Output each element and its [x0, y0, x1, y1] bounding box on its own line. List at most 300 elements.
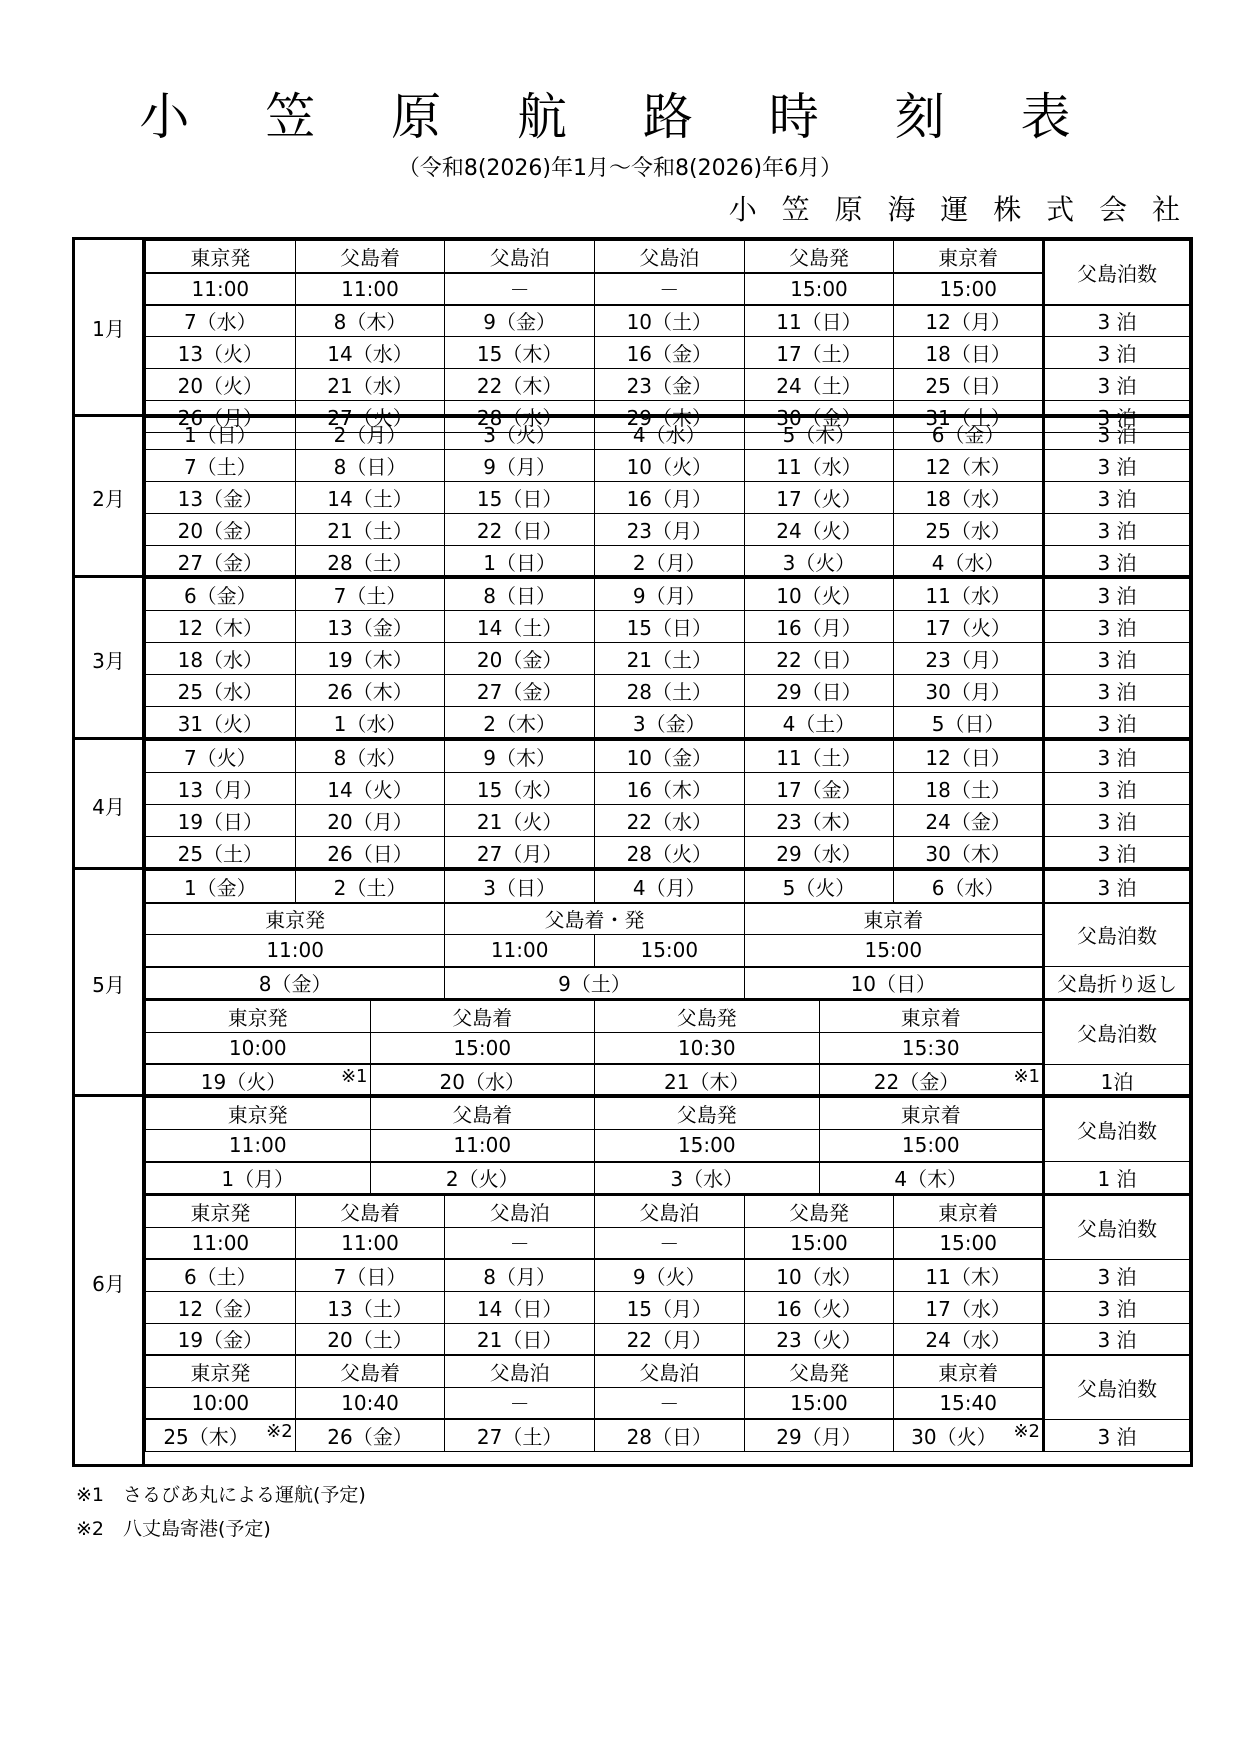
nights-cell: 3 泊 [1044, 337, 1190, 369]
time-cell: 15:00 [595, 1130, 820, 1162]
time-row [146, 1032, 1190, 1064]
nights-cell: 3 泊 [1044, 401, 1190, 433]
time-cell: 15:00 [744, 935, 1043, 967]
time-row [146, 1387, 1190, 1419]
schedule-row [146, 1259, 1190, 1291]
date-cell: 4（水） [894, 546, 1044, 578]
time-cell: 11:00 [146, 273, 296, 305]
schedule-table [145, 870, 1190, 999]
nights-cell: 1 泊 [1044, 1162, 1190, 1194]
nights-cell: 3 泊 [1044, 450, 1190, 482]
time-cell: 10:00 [146, 1387, 296, 1419]
time-cell: 15:00 [894, 1227, 1044, 1259]
time-cell: 15:00 [894, 273, 1044, 305]
schedule-row [146, 514, 1190, 546]
date-cell: 2（火） [370, 1162, 595, 1194]
time-cell: 11:00 [146, 1227, 296, 1259]
date-cell: 27（金） [146, 546, 296, 578]
date-cell: 8（金） [146, 967, 445, 999]
col-header-tokyo-dep: 東京発 [146, 1355, 296, 1387]
date-cell: 28（火） [594, 837, 744, 869]
schedule-row [146, 482, 1190, 514]
schedule-row [146, 707, 1190, 739]
date-cell: 6（水） [894, 871, 1044, 903]
time-cell: 11:00 [295, 1227, 445, 1259]
date-cell: 9（土） [445, 967, 744, 999]
date-cell: 23（火） [744, 1323, 894, 1355]
date-cell: 9（火） [594, 1259, 744, 1291]
date-cell: 14（土） [445, 611, 595, 643]
schedule-table [145, 240, 1190, 433]
nights-cell: 3 泊 [1044, 1259, 1190, 1291]
nights-cell: 3 泊 [1044, 871, 1190, 903]
date-cell: 31（火） [146, 707, 296, 739]
date-cell: 5（木） [744, 418, 894, 450]
time-row [146, 1227, 1190, 1259]
schedule-row [146, 675, 1190, 707]
time-cell: 15:40 [894, 1387, 1044, 1419]
date-cell: 28（水） [445, 401, 595, 433]
col-header-chichi-stay: 父島泊 [445, 1195, 595, 1227]
col-header-chichi-arr: 父島着 [295, 241, 445, 273]
date-cell: 22（日） [744, 643, 894, 675]
date-cell: 29（日） [744, 675, 894, 707]
date-cell: 25（水） [894, 514, 1044, 546]
month-label: 4月 [75, 740, 145, 870]
date-cell: 31（土） [894, 401, 1044, 433]
nights-cell: 3 泊 [1044, 1323, 1190, 1355]
date-cell: 29（水） [744, 837, 894, 869]
nights-cell: 3 泊 [1044, 1419, 1190, 1451]
nights-cell: 3 泊 [1044, 837, 1190, 869]
date-cell: 9（木） [445, 741, 595, 773]
date-cell: ※2 30（火） [894, 1419, 1044, 1451]
date-cell: 3（火） [744, 546, 894, 578]
footnote-mark: ※1 [340, 1065, 368, 1087]
date-cell: 11（木） [894, 1259, 1044, 1291]
date-cell: 21（水） [295, 369, 445, 401]
date-cell: 2（月） [295, 418, 445, 450]
time-cell: 10:30 [595, 1032, 820, 1064]
date-cell: 22（木） [445, 369, 595, 401]
footnote-1: ※1 さるびあ丸による運航(予定) [76, 1484, 366, 1506]
date-cell: 18（水） [146, 643, 296, 675]
schedule-table [145, 740, 1190, 869]
col-header-chichi-stay: 父島泊 [594, 241, 744, 273]
date-cell: 12（日） [894, 741, 1044, 773]
date-cell: 19（金） [146, 1323, 296, 1355]
month-block-feb [75, 414, 1190, 578]
nights-cell: 3 泊 [1044, 805, 1190, 837]
date-cell: 25（水） [146, 675, 296, 707]
date-cell: 5（火） [744, 871, 894, 903]
date-cell: 23（金） [594, 369, 744, 401]
col-header-chichi-stay: 父島泊 [445, 241, 595, 273]
nights-cell: 3 泊 [1044, 707, 1190, 739]
date-cell: 20（月） [295, 805, 445, 837]
time-row [146, 273, 1190, 305]
date-cell: 15（日） [594, 611, 744, 643]
date-cell: 7（土） [146, 450, 296, 482]
nights-cell: 3 泊 [1044, 741, 1190, 773]
footnotes [76, 1478, 366, 1546]
date-cell: 24（土） [744, 369, 894, 401]
month-block-may [75, 867, 1190, 1097]
date-cell: 27（土） [445, 1419, 595, 1451]
page-title: 小 笠 原 航 路 時 刻 表 [139, 88, 1101, 146]
date-cell: 7（土） [295, 579, 445, 611]
date-cell: 11（土） [744, 741, 894, 773]
time-cell: 15:00 [744, 1227, 894, 1259]
time-cell: 15:30 [819, 1032, 1044, 1064]
timetable [72, 237, 1193, 1467]
date-cell: 20（土） [295, 1323, 445, 1355]
month-block-jun [75, 1094, 1190, 1467]
date-cell: 21（土） [295, 514, 445, 546]
footnote-2: ※2 八丈島寄港(予定) [76, 1518, 271, 1540]
col-header-nights: 父島泊数 [1044, 1195, 1190, 1259]
date-cell: 12（金） [146, 1291, 296, 1323]
schedule-row [146, 837, 1190, 869]
nights-cell: 3 泊 [1044, 369, 1190, 401]
date-cell: 17（水） [894, 1291, 1044, 1323]
date-cell: 27（火） [295, 401, 445, 433]
time-cell: － [594, 1387, 744, 1419]
col-header-tokyo-arr: 東京着 [894, 1195, 1044, 1227]
schedule-row [146, 1419, 1190, 1451]
date-cell: 4（土） [744, 707, 894, 739]
date-cell: 21（土） [594, 643, 744, 675]
nights-cell: 3 泊 [1044, 1291, 1190, 1323]
turnaround-cell: 父島折り返し [1044, 967, 1190, 999]
schedule-table-special [145, 999, 1190, 1097]
schedule-row [146, 1291, 1190, 1323]
date-cell: 26（月） [146, 401, 296, 433]
date-cell: 20（火） [146, 369, 296, 401]
date-cell: 25（土） [146, 837, 296, 869]
date-cell: 16（火） [744, 1291, 894, 1323]
time-cell: 11:00 [295, 273, 445, 305]
col-header-tokyo-dep: 東京発 [146, 903, 445, 935]
time-cell: 15:00 [744, 1387, 894, 1419]
date-cell: 9（金） [445, 305, 595, 337]
col-header-chichi-stay: 父島泊 [445, 1355, 595, 1387]
month-label: 6月 [75, 1097, 145, 1467]
footnote-mark: ※2 [1013, 1420, 1040, 1442]
date-cell: 4（木） [819, 1162, 1044, 1194]
col-header-nights: 父島泊数 [1044, 1355, 1190, 1419]
date-cell: 9（月） [594, 579, 744, 611]
month-block-mar [75, 575, 1190, 740]
date-cell: 3（金） [594, 707, 744, 739]
date-cell: 24（水） [894, 1323, 1044, 1355]
date-cell: 1（水） [295, 707, 445, 739]
date-cell: 12（木） [146, 611, 296, 643]
date-cell: 13（金） [146, 482, 296, 514]
date-cell: 4（月） [594, 871, 744, 903]
time-cell: － [445, 1387, 595, 1419]
date-cell: 4（水） [594, 418, 744, 450]
nights-cell: 3 泊 [1044, 643, 1190, 675]
col-header-chichi-arr: 父島着 [295, 1195, 445, 1227]
date-cell: 17（火） [744, 482, 894, 514]
date-cell: ※2 25（木） [146, 1419, 296, 1451]
date-cell: 10（火） [744, 579, 894, 611]
date-cell: 17（火） [894, 611, 1044, 643]
schedule-row [146, 369, 1190, 401]
date-cell: 22（日） [445, 514, 595, 546]
time-cell: 15:00 [370, 1032, 595, 1064]
date-cell: 24（金） [894, 805, 1044, 837]
time-row [146, 935, 1190, 967]
date-cell: 14（日） [445, 1291, 595, 1323]
date-cell: 22（水） [594, 805, 744, 837]
date-cell: 29（月） [744, 1419, 894, 1451]
schedule-table-a [145, 1097, 1190, 1194]
date-cell: 7（水） [146, 305, 296, 337]
date-cell: 18（日） [894, 337, 1044, 369]
month-block-apr [75, 737, 1190, 870]
col-header-chichi-arr: 父島着 [370, 1000, 595, 1032]
footnote-mark: ※1 [1013, 1065, 1040, 1087]
col-header-chichi-stay: 父島泊 [594, 1355, 744, 1387]
time-cell: 15:00 [744, 273, 894, 305]
date-cell: 11（水） [894, 579, 1044, 611]
date-cell: 23（月） [894, 643, 1044, 675]
nights-cell: 3 泊 [1044, 675, 1190, 707]
date-cell: 11（水） [744, 450, 894, 482]
company-name: 小 笠 原 海 運 株 式 会 社 [728, 193, 1188, 226]
nights-cell: 3 泊 [1044, 514, 1190, 546]
date-cell: 15（水） [445, 773, 595, 805]
date-cell: 26（金） [295, 1419, 445, 1451]
col-header-chichi-dep: 父島発 [595, 1098, 820, 1130]
month-label: 2月 [75, 417, 145, 578]
date-cell: 17（土） [744, 337, 894, 369]
schedule-row [146, 579, 1190, 611]
schedule-row [146, 1162, 1190, 1194]
time-cell: － [594, 1227, 744, 1259]
schedule-row [146, 1323, 1190, 1355]
date-cell: 19（木） [295, 643, 445, 675]
date-cell: 7（火） [146, 741, 296, 773]
date-cell: 26（日） [295, 837, 445, 869]
nights-cell: 1泊 [1044, 1064, 1190, 1096]
time-cell: － [594, 273, 744, 305]
nights-cell: 3 泊 [1044, 773, 1190, 805]
schedule-row [146, 418, 1190, 450]
date-cell: 15（月） [594, 1291, 744, 1323]
col-header-tokyo-arr: 東京着 [894, 1355, 1044, 1387]
date-cell: 2（土） [295, 871, 445, 903]
date-cell: 13（月） [146, 773, 296, 805]
date-cell: 14（火） [295, 773, 445, 805]
schedule-row [146, 741, 1190, 773]
col-header-chichi-dep: 父島発 [595, 1000, 820, 1032]
col-header-chichi-dep: 父島発 [744, 241, 894, 273]
date-cell: 13（金） [295, 611, 445, 643]
date-cell: 19（日） [146, 805, 296, 837]
date-cell: 23（木） [744, 805, 894, 837]
schedule-row [146, 337, 1190, 369]
date-cell: 1（月） [146, 1162, 371, 1194]
date-cell: 16（月） [594, 482, 744, 514]
date-cell: 6（金） [894, 418, 1044, 450]
date-cell: 12（月） [894, 305, 1044, 337]
col-header-chichi-dep: 父島発 [744, 1355, 894, 1387]
time-cell: 11:00 [445, 935, 595, 967]
date-cell: 6（土） [146, 1259, 296, 1291]
nights-cell: 3 泊 [1044, 305, 1190, 337]
date-cell: 20（金） [146, 514, 296, 546]
col-header-nights: 父島泊数 [1044, 1098, 1190, 1162]
nights-cell: 3 泊 [1044, 482, 1190, 514]
date-cell: 18（水） [894, 482, 1044, 514]
date-cell: 30（金） [744, 401, 894, 433]
time-cell: － [445, 273, 595, 305]
col-header-chichi-stay: 父島泊 [594, 1195, 744, 1227]
time-cell: 11:00 [146, 935, 445, 967]
month-block-jan [75, 240, 1190, 430]
schedule-table [145, 578, 1190, 739]
date-cell: 23（月） [594, 514, 744, 546]
date-cell: 26（木） [295, 675, 445, 707]
date-cell: 8（日） [295, 450, 445, 482]
time-cell: － [445, 1227, 595, 1259]
col-header-tokyo-arr: 東京着 [819, 1098, 1044, 1130]
date-cell: 18（土） [894, 773, 1044, 805]
month-label: 1月 [75, 240, 145, 414]
date-cell: 14（水） [295, 337, 445, 369]
date-cell: 12（木） [894, 450, 1044, 482]
col-header-tokyo-dep: 東京発 [146, 1098, 371, 1130]
schedule-row [146, 611, 1190, 643]
time-cell: 15:00 [819, 1130, 1044, 1162]
schedule-row [146, 805, 1190, 837]
date-cell: 8（日） [445, 579, 595, 611]
date-cell: 15（木） [445, 337, 595, 369]
date-cell: 28（土） [594, 675, 744, 707]
period-subtitle: （令和8(2026)年1月～令和8(2026)年6月） [397, 156, 843, 181]
date-cell: 20（水） [370, 1064, 595, 1096]
time-cell: 11:00 [370, 1130, 595, 1162]
schedule-row-turnaround [146, 967, 1190, 999]
date-cell: 5（日） [894, 707, 1044, 739]
nights-cell: 3 泊 [1044, 546, 1190, 578]
date-cell: 27（金） [445, 675, 595, 707]
col-header-tokyo-dep: 東京発 [146, 1000, 371, 1032]
schedule-row [146, 773, 1190, 805]
footnote-mark: ※2 [266, 1420, 293, 1442]
date-cell: 7（日） [295, 1259, 445, 1291]
schedule-row [146, 871, 1190, 903]
date-cell: ※1 19（火） [146, 1064, 371, 1096]
month-label: 3月 [75, 578, 145, 740]
date-cell: 28（土） [295, 546, 445, 578]
col-header-chichi-dep: 父島発 [744, 1195, 894, 1227]
time-cell: 15:00 [594, 935, 744, 967]
date-cell: 14（土） [295, 482, 445, 514]
nights-cell: 3 泊 [1044, 611, 1190, 643]
date-cell: 10（金） [594, 741, 744, 773]
schedule-table-b [145, 1194, 1190, 1452]
date-cell: 1（金） [146, 871, 296, 903]
date-cell: 20（金） [445, 643, 595, 675]
col-header-nights: 父島泊数 [1044, 1000, 1190, 1064]
schedule-row [146, 450, 1190, 482]
date-cell: 2（木） [445, 707, 595, 739]
date-cell: ※1 22（金） [819, 1064, 1044, 1096]
col-header-tokyo-dep: 東京発 [146, 241, 296, 273]
date-cell: 15（日） [445, 482, 595, 514]
time-row [146, 1130, 1190, 1162]
date-cell: 13（火） [146, 337, 296, 369]
date-cell: 27（月） [445, 837, 595, 869]
date-cell: 10（火） [594, 450, 744, 482]
col-header-chichi-arr: 父島着 [295, 1355, 445, 1387]
date-cell: 8（月） [445, 1259, 595, 1291]
schedule-row [146, 546, 1190, 578]
date-cell: 1（日） [146, 418, 296, 450]
date-cell: 8（木） [295, 305, 445, 337]
col-header-nights: 父島泊数 [1044, 241, 1190, 305]
date-cell: 21（木） [595, 1064, 820, 1096]
col-header-tokyo-arr: 東京着 [819, 1000, 1044, 1032]
date-cell: 21（火） [445, 805, 595, 837]
nights-cell: 3 泊 [1044, 579, 1190, 611]
date-cell: 13（土） [295, 1291, 445, 1323]
date-cell: 8（水） [295, 741, 445, 773]
date-cell: 3（日） [445, 871, 595, 903]
date-cell: 10（土） [594, 305, 744, 337]
col-header-chichi-arr-dep: 父島着・発 [445, 903, 744, 935]
col-header-tokyo-dep: 東京発 [146, 1195, 296, 1227]
time-cell: 11:00 [146, 1130, 371, 1162]
col-header-nights: 父島泊数 [1044, 903, 1190, 967]
date-cell: 2（月） [594, 546, 744, 578]
date-cell: 11（日） [744, 305, 894, 337]
date-cell: 25（日） [894, 369, 1044, 401]
date-cell: 28（日） [594, 1419, 744, 1451]
schedule-row [146, 305, 1190, 337]
date-cell: 30（月） [894, 675, 1044, 707]
month-label: 5月 [75, 870, 145, 1097]
date-cell: 3（水） [595, 1162, 820, 1194]
time-cell: 10:40 [295, 1387, 445, 1419]
date-cell: 16（木） [594, 773, 744, 805]
nights-cell: 3 泊 [1044, 418, 1190, 450]
date-cell: 1（日） [445, 546, 595, 578]
date-cell: 24（火） [744, 514, 894, 546]
date-cell: 3（火） [445, 418, 595, 450]
col-header-tokyo-arr: 東京着 [744, 903, 1043, 935]
time-cell: 10:00 [146, 1032, 371, 1064]
date-cell: 29（木） [594, 401, 744, 433]
schedule-row [146, 643, 1190, 675]
date-cell: 21（日） [445, 1323, 595, 1355]
col-header-tokyo-arr: 東京着 [894, 241, 1044, 273]
schedule-row [146, 1064, 1190, 1096]
date-cell: 9（月） [445, 450, 595, 482]
date-cell: 17（金） [744, 773, 894, 805]
date-cell: 16（月） [744, 611, 894, 643]
date-cell: 10（日） [744, 967, 1043, 999]
col-header-chichi-arr: 父島着 [370, 1098, 595, 1130]
date-cell: 10（水） [744, 1259, 894, 1291]
date-cell: 30（木） [894, 837, 1044, 869]
date-cell: 6（金） [146, 579, 296, 611]
schedule-table [145, 417, 1190, 578]
